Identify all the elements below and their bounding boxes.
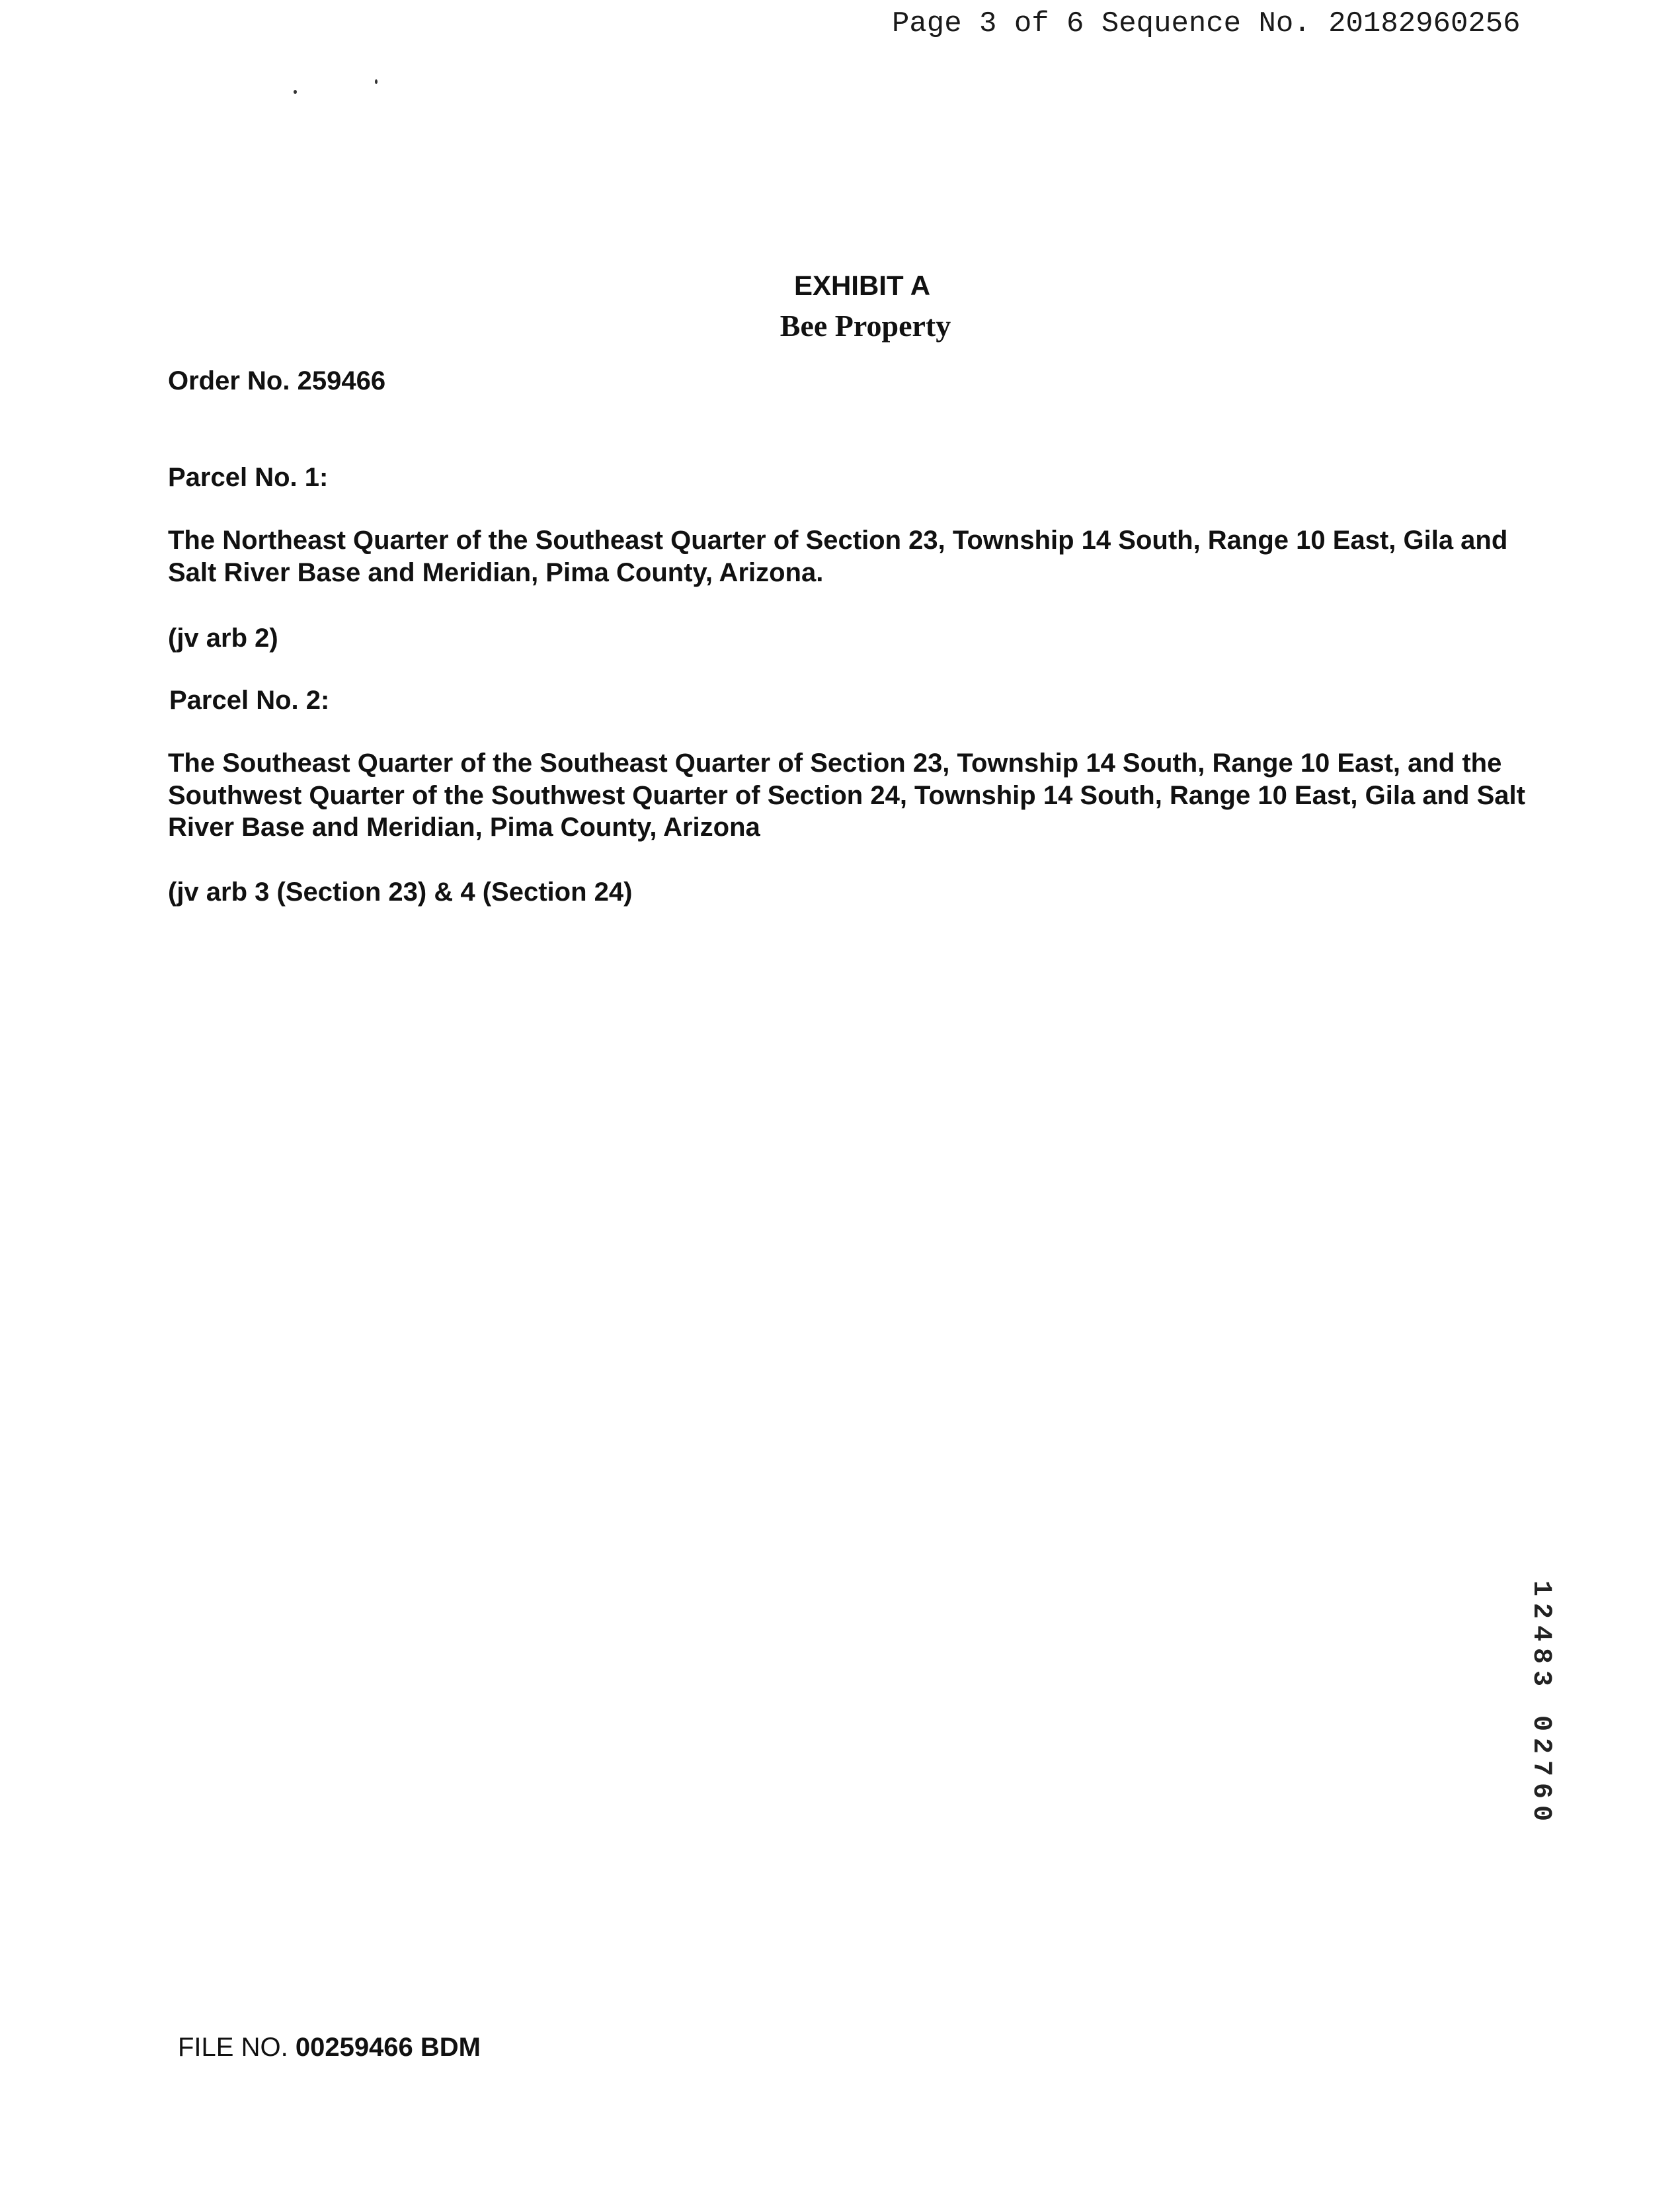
parcel-heading: Parcel No. 1: — [168, 463, 329, 492]
file-number-value: 00259466 BDM — [295, 2033, 481, 2062]
recording-stamp: 12483 02760 — [1526, 1580, 1556, 1828]
page-sequence-header: Page 3 of 6 Sequence No. 20182960256 — [892, 7, 1521, 40]
exhibit-title: EXHIBIT A — [793, 270, 931, 301]
order-number: Order No. 259466 — [168, 366, 386, 395]
scan-speck — [375, 79, 378, 84]
parcel-description-line: River Base and Meridian, Pima County, Arizona — [168, 813, 760, 842]
parcel-note: (jv arb 3 (Section 23) & 4 (Section 24) — [168, 878, 633, 907]
parcel-description-line: Southwest Quarter of the Southwest Quarter of Section 24, Township 14 South, Range 10 East, Gila and Salt — [168, 781, 1525, 810]
file-number-label: FILE NO. — [178, 2033, 288, 2062]
file-number-footer — [178, 2031, 481, 2063]
parcel-description-line: The Northeast Quarter of the Southeast Quarter of Section 23, Township 14 South, Range 10 East, Gila and — [168, 526, 1508, 555]
scan-speck — [294, 90, 297, 94]
exhibit-subtitle: Bee Property — [780, 309, 951, 343]
parcel-note: (jv arb 2) — [168, 624, 278, 653]
parcel-description-line: Salt River Base and Meridian, Pima County, Arizona. — [168, 558, 824, 587]
parcel-heading: Parcel No. 2: — [169, 686, 330, 715]
parcel-description-line: The Southeast Quarter of the Southeast Quarter of Section 23, Township 14 South, Range 10 East, and the — [168, 749, 1502, 778]
